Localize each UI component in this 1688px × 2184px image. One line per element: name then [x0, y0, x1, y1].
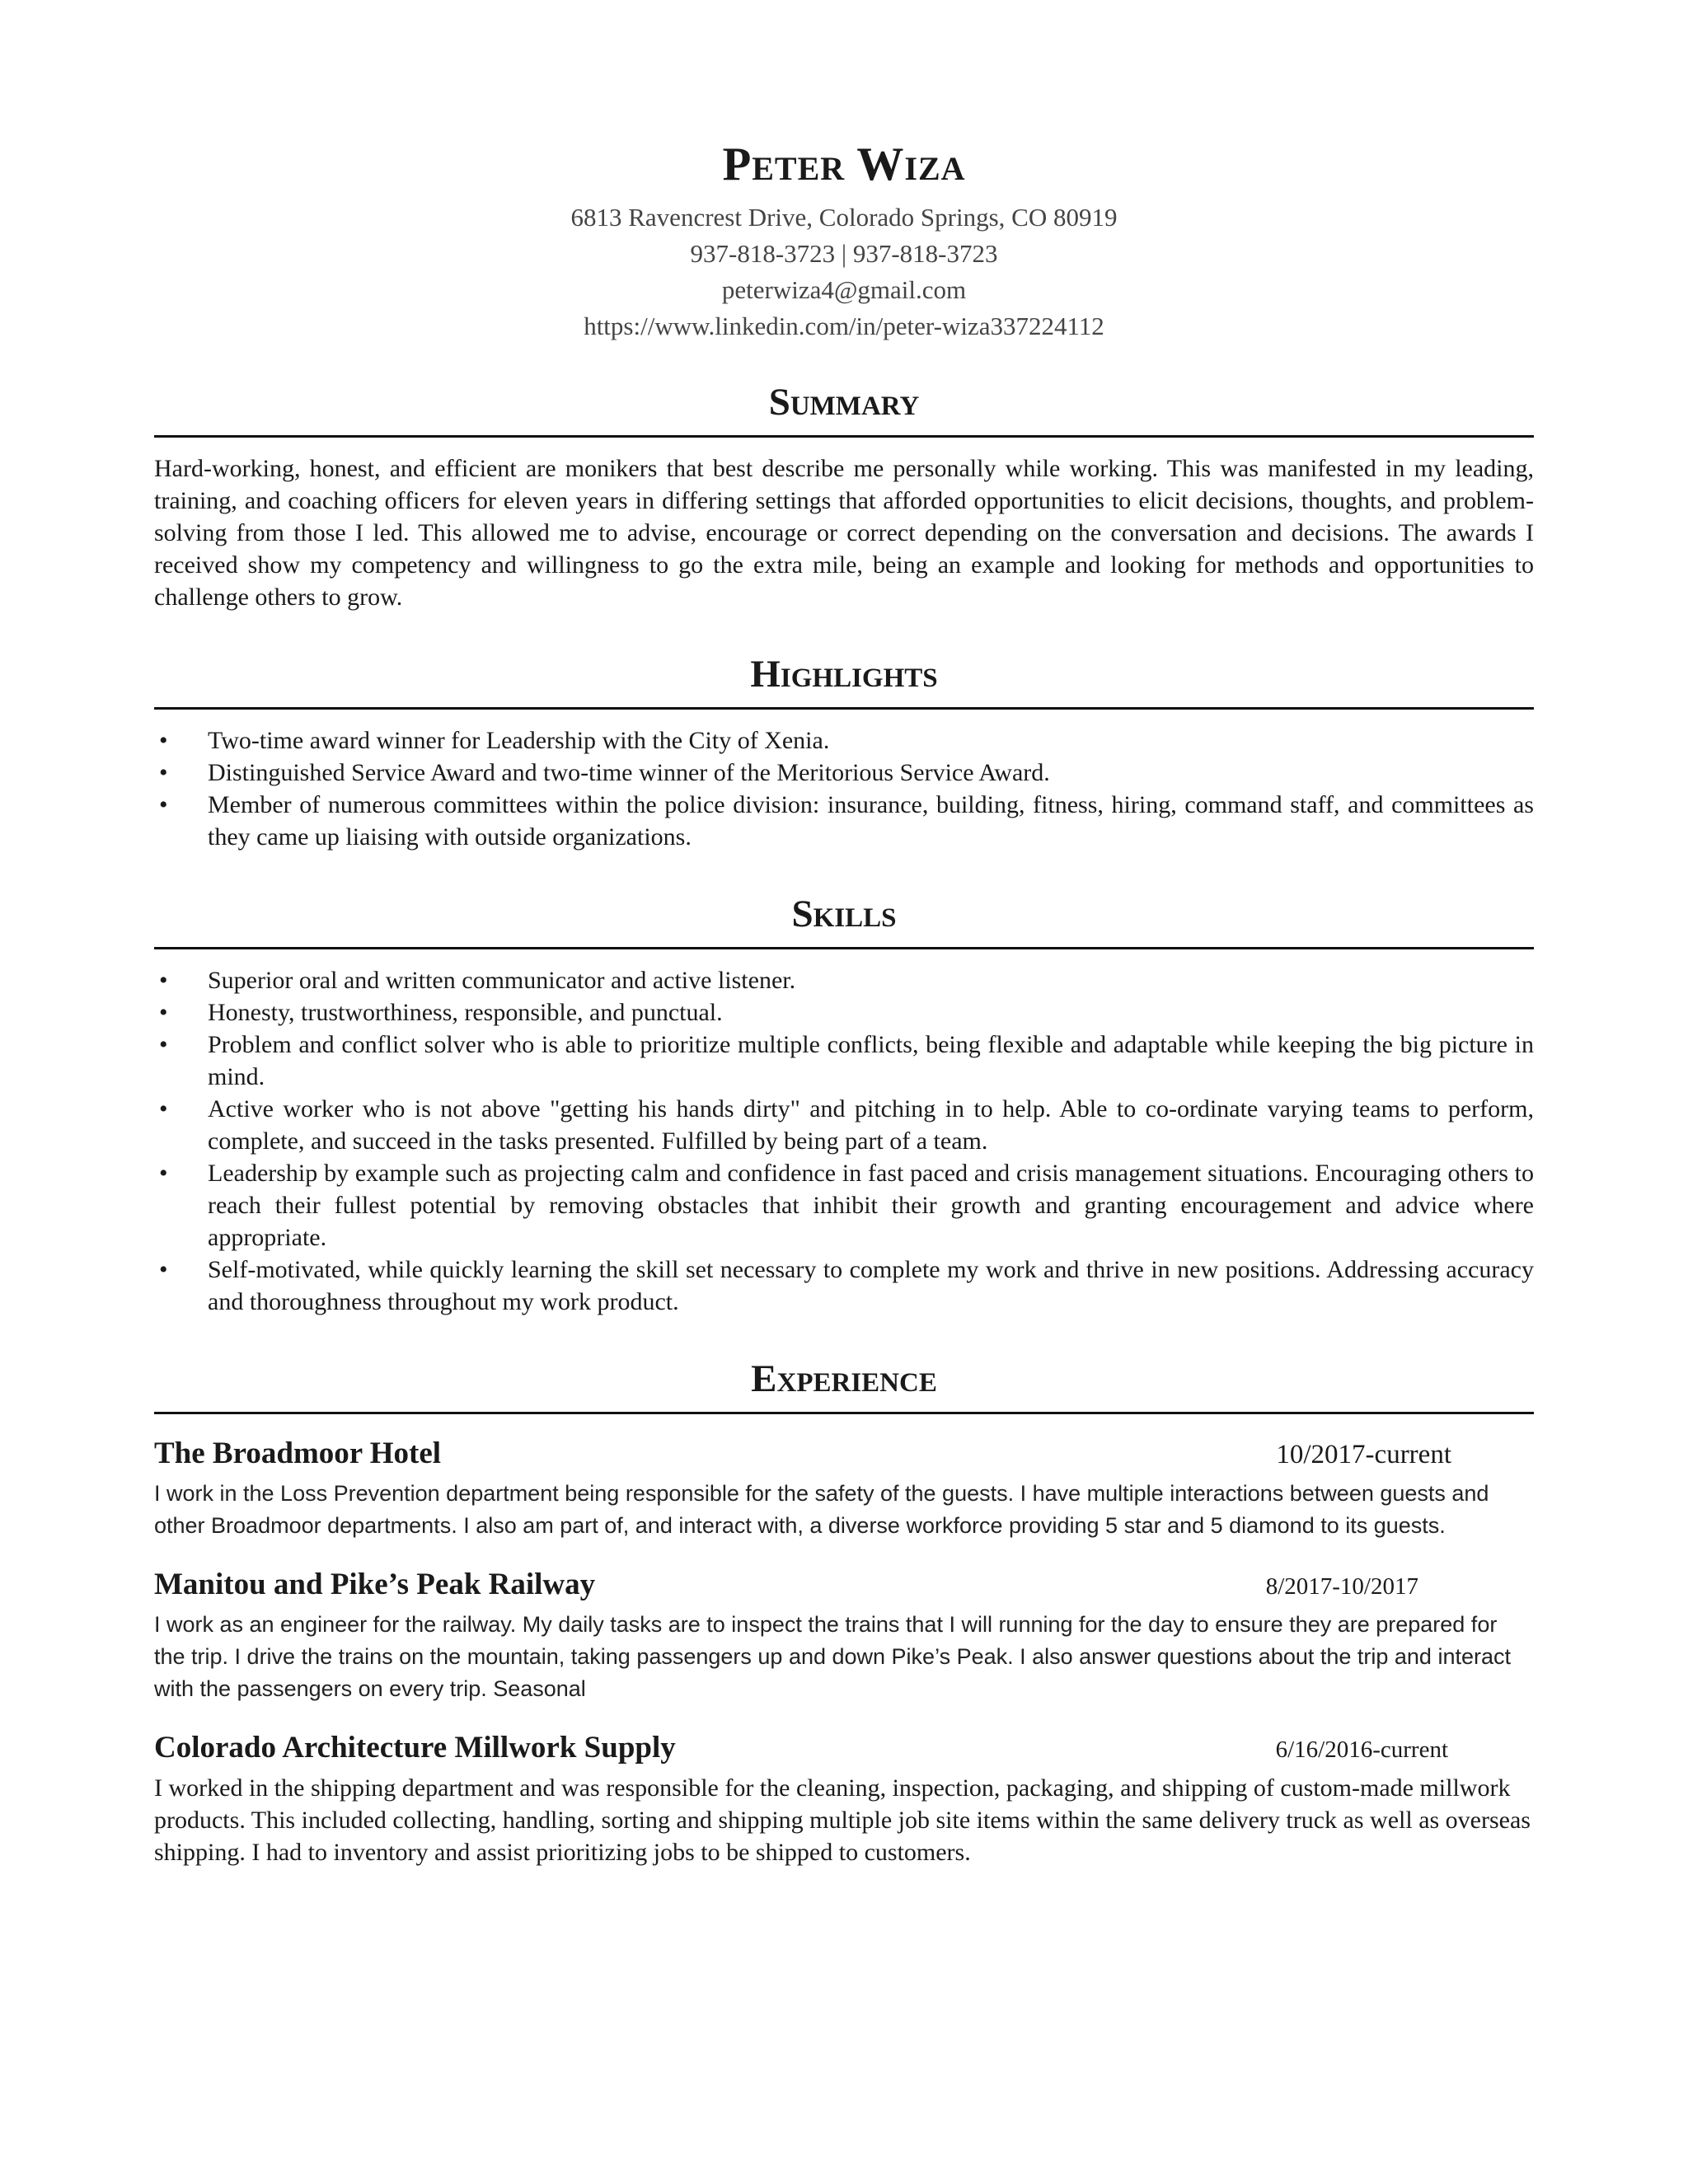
list-item: • Problem and conflict solver who is able to prioritize multiple conflicts, being flexible and adaptable while keeping the big picture in mind.: [154, 1029, 1534, 1093]
highlights-divider: [154, 707, 1534, 710]
job-dates: 8/2017-10/2017: [1265, 1573, 1418, 1600]
address: 6813 Ravencrest Drive, Colorado Springs, CO 80919: [570, 203, 1118, 232]
summary-heading: Summary: [768, 381, 920, 424]
job-dates: 6/16/2016-current: [1275, 1736, 1448, 1763]
highlights-heading: Highlights: [750, 653, 938, 696]
experience-heading: Experience: [751, 1357, 937, 1400]
highlights-list: [154, 724, 1534, 853]
list-item: • Member of numerous committees within the police division: insurance, building, fitness, hiring, command staff, and committees as they came up liaising with outside organizations.: [154, 789, 1534, 853]
experience-section: [154, 1354, 1534, 1868]
summary-section: [154, 377, 1534, 613]
phone-numbers: 937-818-3723 | 937-818-3723: [690, 239, 998, 268]
skills-heading: Skills: [791, 893, 897, 935]
list-item: • Two-time award winner for Leadership with the City of Xenia.: [154, 724, 1534, 757]
job-entry-railway: [154, 1567, 1534, 1705]
job-company: Colorado Architecture Millwork Supply: [154, 1731, 676, 1765]
skills-list: [154, 964, 1534, 1318]
summary-text: Hard-working, honest, and efficient are monikers that best describe me personally while working. This was manifested in my leading, training, and coaching officers for eleven years in differing settings that afforded opportunities to elicit decisions, thoughts, and problem-solving from those I led. This allowed me to advise, encourage or correct depending on the conversation and decisions. The awards I received show my competency and willingness to go the extra mile, being an example and looking for methods and opportunities to challenge others to grow.: [154, 455, 1534, 611]
summary-divider: [154, 435, 1534, 438]
candidate-name: Peter Wiza: [722, 138, 966, 190]
job-company: The Broadmoor Hotel: [154, 1436, 442, 1470]
experience-divider: [154, 1412, 1534, 1414]
list-item: • Self-motivated, while quickly learning the skill set necessary to complete my work and thrive in new positions. Addressing accuracy and thoroughness throughout my work product.: [154, 1254, 1534, 1318]
highlights-section: [154, 649, 1534, 853]
job-description: I worked in the shipping department and was responsible for the cleaning, inspection, packaging, and shipping of custom-made millwork products. This included collecting, handling, sorting and shipping multiple job site items within the same delivery truck as well as overseas shipping. I had to inventory and assist prioritizing jobs to be shipped to customers.: [154, 1774, 1531, 1866]
list-item: • Superior oral and written communicator and active listener.: [154, 964, 1534, 996]
list-item: • Active worker who is not above "getting his hands dirty" and pitching in to help. Able to co-ordinate varying teams to perform, complete, and succeed in the tasks presented. Fulfilled by being part of a team.: [154, 1093, 1534, 1157]
list-item: • Distinguished Service Award and two-time winner of the Meritorious Service Award.: [154, 757, 1534, 789]
list-item: • Honesty, trustworthiness, responsible, and punctual.: [154, 996, 1534, 1029]
job-entry-broadmoor: [154, 1436, 1534, 1542]
list-item: • Leadership by example such as projecting calm and confidence in fast paced and crisis management situations. Encouraging others to reach their fullest potential by removing obstacles that inhibit their growth and granting encouragement and advice where appropriate.: [154, 1157, 1534, 1254]
job-description: I work as an engineer for the railway. My daily tasks are to inspect the trains that I will running for the day to ensure they are prepared for the trip. I drive the trains on the mountain, taking passengers up and down Pike’s Peak. I also answer questions about the trip and interact with the passengers on every trip. Seasonal: [154, 1612, 1511, 1701]
linkedin-url: https://www.linkedin.com/in/peter-wiza337224112: [584, 312, 1104, 340]
skills-divider: [154, 947, 1534, 949]
job-entry-millwork: [154, 1730, 1534, 1868]
skills-section: [154, 889, 1534, 1318]
job-description: I work in the Loss Prevention department being responsible for the safety of the guests. I have multiple interactions between guests and other Broadmoor departments. I also am part of, and interact with, a diverse workforce providing 5 star and 5 diamond to its guests.: [154, 1481, 1489, 1538]
job-dates: 10/2017-current: [1276, 1440, 1451, 1469]
resume-header: [154, 0, 1534, 344]
email: peterwiza4@gmail.com: [721, 275, 967, 304]
job-company: Manitou and Pike’s Peak Railway: [154, 1568, 596, 1601]
